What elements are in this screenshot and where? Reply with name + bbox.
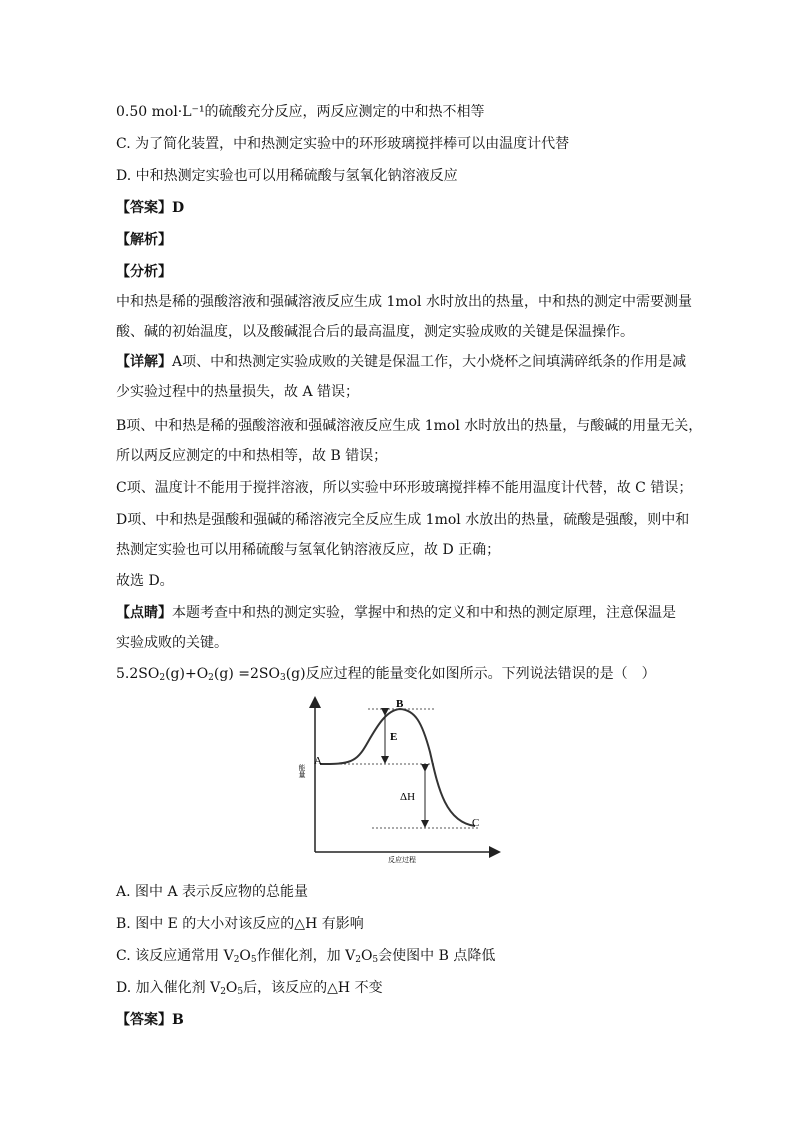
option-c: C. 为了简化装置，中和热测定实验中的环形玻璃搅拌棒可以由温度计代替: [116, 136, 570, 152]
detail-heading: 【详解】: [116, 354, 172, 370]
question-5-stem: $5.2SO_2(g)+O_2(g) =2SO_3(g)$反应过程的能量变化如图所示。下列说法错误的是（ ）: [116, 666, 656, 683]
q5-option-d: D. 加入催化剂 $V_2O_5$后，该反应的△H 不变: [116, 980, 383, 997]
explanation-heading: 【解析】: [116, 232, 172, 248]
reaction-curve: [320, 709, 475, 826]
x-axis-label: 反应过程: [388, 856, 416, 864]
continuation-line: 0.50 mol·L⁻¹的硫酸充分反应，两反应测定的中和热不相等: [116, 104, 485, 120]
detail-line: [116, 352, 686, 372]
analysis-line: 中和热是稀的强酸溶液和强碱溶液反应生成 1mol 水时放出的热量，中和热的测定中需要测量: [116, 294, 692, 310]
label-a: A: [314, 755, 322, 767]
q5-option-b: B. 图中 E 的大小对该反应的△H 有影响: [116, 916, 364, 932]
comment-text: 本题考查中和热的测定实验，掌握中和热的定义和中和热的测定原理，注意保温是: [172, 605, 676, 621]
detail-line: 少实验过程中的热量损失，故 A 错误；: [116, 384, 360, 400]
option-d: D. 中和热测定实验也可以用稀硫酸与氢氧化钠溶液反应: [116, 168, 458, 184]
q5-option-a: A. 图中 A 表示反应物的总能量: [116, 884, 309, 900]
analysis-heading: 【分析】: [116, 264, 172, 280]
comment-heading: 【点睛】: [116, 605, 172, 621]
comment-line: 实验成败的关键。: [116, 635, 228, 651]
detail-line: C项、温度计不能用于搅拌溶液，所以实验中环形玻璃搅拌棒不能用温度计代替，故 C 错误；: [116, 480, 693, 496]
label-e: E: [390, 731, 398, 743]
label-delta-h: ΔH: [400, 791, 416, 803]
detail-line: B项、中和热是稀的强酸溶液和强碱溶液反应生成 1mol 水时放出的热量，与酸碱的用量无关，: [116, 418, 703, 434]
detail-line: 故选 D。: [116, 573, 174, 589]
label-c: C: [472, 817, 480, 829]
answer-label: 【答案】D: [116, 200, 185, 216]
detail-text: A项、中和热测定实验成败的关键是保温工作，大小烧杯之间填满碎纸条的作用是减: [172, 354, 687, 370]
y-axis-label: 能量: [298, 764, 306, 778]
energy-diagram: [300, 692, 500, 862]
q5-option-c: C. 该反应通常用 $V_2O_5$作催化剂，加 $V_2O_5$会使图中 B 点降低: [116, 948, 496, 965]
detail-line: D项、中和热是强酸和强碱的稀溶液完全反应生成 1mol 水放出的热量，硫酸是强酸，则中和: [116, 512, 690, 528]
analysis-line: 酸、碱的初始温度，以及酸碱混合后的最高温度，测定实验成败的关键是保温操作。: [116, 324, 634, 340]
comment-line: [116, 603, 676, 623]
detail-line: 所以两反应测定的中和热相等，故 B 错误；: [116, 448, 388, 464]
q5-answer: 【答案】B: [116, 1012, 184, 1028]
label-b: B: [396, 698, 404, 710]
detail-line: 热测定实验也可以用稀硫酸与氢氧化钠溶液反应，故 D 正确；: [116, 542, 501, 558]
